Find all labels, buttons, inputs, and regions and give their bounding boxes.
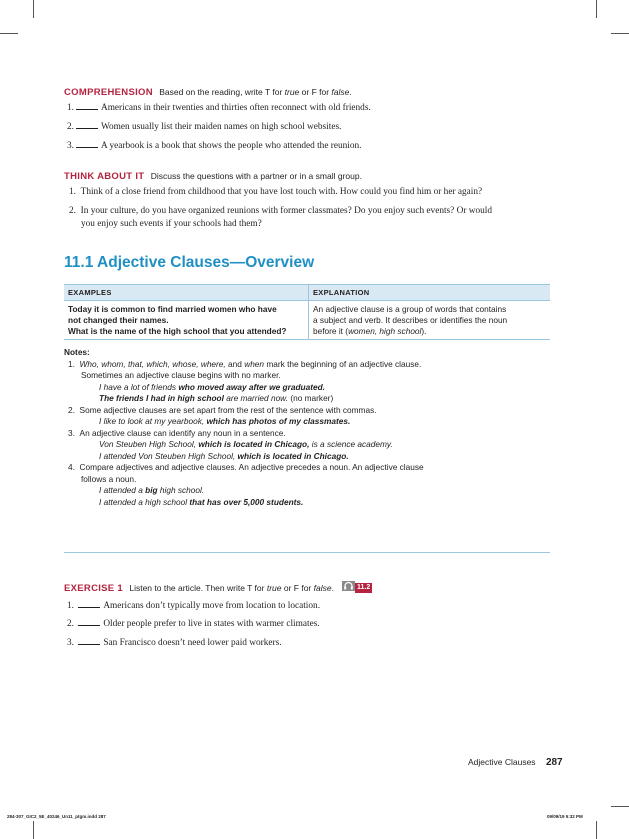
crop-mark bbox=[33, 821, 34, 839]
exercise-item-2: 2. Older people prefer to live in states with warmer climates. bbox=[67, 619, 320, 629]
note-example: I like to look at my yearbook, which has photos of my classmates. bbox=[99, 416, 351, 426]
page-footer bbox=[468, 757, 563, 768]
think-item-2: 2. In your culture, do you have organized reunions with former classmates? Do you enjoy such events? Or would bbox=[69, 206, 493, 216]
answer-blank[interactable] bbox=[78, 636, 100, 645]
examples-header: EXAMPLES bbox=[64, 285, 309, 301]
answer-blank[interactable] bbox=[76, 139, 98, 148]
answer-blank[interactable] bbox=[76, 120, 98, 129]
answer-blank[interactable] bbox=[76, 101, 98, 110]
answer-blank[interactable] bbox=[78, 617, 100, 626]
exercise-instruction: Listen to the article. Then write T for true or F for false. bbox=[129, 583, 334, 593]
think-item-1: 1. Think of a close friend from childhood that you have lost touch with. How could you find him or her again? bbox=[69, 187, 483, 197]
comprehension-item-1: 1. Americans in their twenties and thirties often reconnect with old friends. bbox=[67, 103, 371, 113]
chart-header-row bbox=[64, 285, 550, 301]
slug-left: 284-307_GIC2_5E_40246_Un11_ptgm.indd 287 bbox=[7, 814, 106, 819]
note-example: Von Steuben High School, which is located in Chicago, is a science academy. bbox=[99, 439, 393, 449]
exercise-item-3: 3. San Francisco doesn’t need lower paid workers. bbox=[67, 638, 282, 648]
audio-track-number: 11.2 bbox=[356, 583, 371, 591]
crop-mark bbox=[611, 33, 629, 34]
section-title: 11.1 Adjective Clauses—Overview bbox=[64, 254, 315, 271]
note-example: I attended a high school that has over 5,000 students. bbox=[99, 496, 304, 507]
explanation-cell: An adjective clause is a group of words that contains a subject and verb. It describes or identifies the noun before it (women, high school). bbox=[309, 301, 551, 340]
exercise-item-1: 1. Americans don’t typically move from location to location. bbox=[67, 601, 321, 611]
think-label: THINK ABOUT IT bbox=[64, 171, 145, 182]
notes: Notes: 1. Who, whom, that, which, whose, where, and when mark the beginning of an adjective clause. Sometimes an adjective clause begins with no marker. I have a lot of friends who moved away after we graduated. The friends I had in high school are married now. (no marker) 2. Some adjective clauses are set apart from the rest of the sentence with commas. I like to look at my yearbook, which has photos of my classmates. 3. An adjective clause can identify any noun in a sentence. Von Steuben High School, which is located in Chicago, is a science academy. I attended Von Steuben High School, which is located in Chicago. 4. Compare adjectives and adjective clauses. An adjective precedes a noun. An adjective clause follows a noun. I attended a big high school. I attended a high school that has over 5,000 students. bbox=[64, 347, 554, 508]
comprehension-instruction: Based on the reading, write T for true or F for false. bbox=[159, 87, 352, 97]
crop-mark bbox=[33, 0, 34, 18]
note-example: I attended Von Steuben High School, which is located in Chicago. bbox=[99, 450, 349, 461]
chart-bottom-rule bbox=[64, 552, 550, 553]
think-heading bbox=[64, 166, 362, 184]
note-example: I attended a big high school. bbox=[99, 485, 205, 495]
note-2: 2. Some adjective clauses are set apart from the rest of the sentence with commas. bbox=[68, 404, 377, 415]
notes-label: Notes: bbox=[64, 347, 90, 357]
crop-mark bbox=[611, 806, 629, 807]
page-number: 287 bbox=[545, 757, 563, 768]
note-example: The friends I had in high school are married now. (no marker) bbox=[99, 393, 334, 403]
audio-icon[interactable] bbox=[342, 578, 372, 596]
comprehension-item-3: 3. A yearbook is a book that shows the people who attended the reunion. bbox=[67, 141, 362, 151]
footer-chapter: Adjective Clauses bbox=[468, 757, 536, 767]
answer-blank[interactable] bbox=[78, 599, 100, 608]
think-item-2-cont: you enjoy such events if your schools had them? bbox=[81, 219, 262, 229]
slug-right: 09/09/19 5:32 PM bbox=[547, 814, 583, 819]
headphones-icon bbox=[342, 581, 355, 591]
note-example: I have a lot of friends who moved away after we graduated. bbox=[99, 381, 325, 392]
comprehension-heading bbox=[64, 82, 352, 100]
chart-row bbox=[64, 301, 550, 340]
comprehension-label: COMPREHENSION bbox=[64, 87, 153, 98]
crop-mark bbox=[0, 33, 18, 34]
grammar-chart bbox=[64, 284, 550, 340]
note-4: 4. Compare adjectives and adjective clauses. An adjective precedes a noun. An adjective clause bbox=[68, 462, 424, 472]
crop-mark bbox=[596, 0, 597, 18]
note-3: 3. An adjective clause can identify any noun in a sentence. bbox=[68, 427, 286, 438]
crop-mark bbox=[596, 821, 597, 839]
exercise-heading bbox=[64, 578, 372, 596]
comprehension-item-2: 2. Women usually list their maiden names on high school websites. bbox=[67, 122, 342, 132]
explanation-header: EXPLANATION bbox=[309, 285, 551, 301]
exercise-label: EXERCISE 1 bbox=[64, 583, 123, 594]
note-1: 1. Who, whom, that, which, whose, where, and when mark the beginning of an adjective clause. bbox=[68, 358, 422, 369]
think-instruction: Discuss the questions with a partner or in a small group. bbox=[150, 171, 362, 181]
examples-cell: Today it is common to find married women who have not changed their names. What is the name of the high school that you attended? bbox=[64, 301, 309, 340]
